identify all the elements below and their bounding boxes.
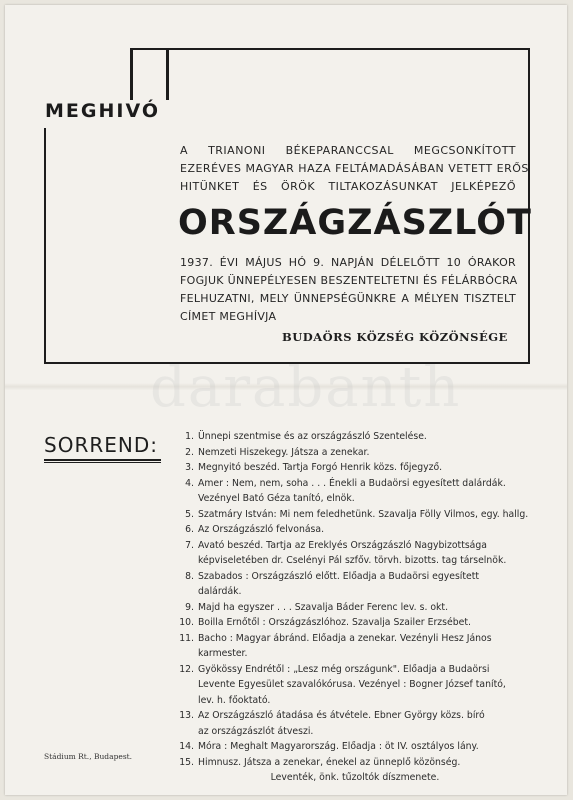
program-item-line: az országzászlót átveszi. bbox=[198, 725, 314, 737]
heading-underline bbox=[44, 459, 161, 461]
program-item-line: Megnyitó beszéd. Tartja Forgó Henrik közs. főjegyző. bbox=[198, 462, 443, 473]
program-item-number: 12. bbox=[179, 663, 194, 675]
program-item-line: Avató beszéd. Tartja az Ereklyés Országzászló Nagybizottsága bbox=[198, 539, 487, 551]
frame-line bbox=[130, 48, 133, 100]
intro-line: HITÜNKET ÉS ÖRÖK TILTAKOZÁSUNKAT JELKÉPEZŐ bbox=[180, 180, 516, 193]
program-item-text bbox=[198, 538, 512, 569]
body-line: 1937. ÉVI MÁJUS HÓ 9. NAPJÁN DÉLELŐTT 10 ÓRAKOR bbox=[180, 256, 516, 269]
program-item-number: 15. bbox=[179, 756, 194, 768]
program-list bbox=[172, 429, 529, 786]
program-item-text bbox=[198, 569, 512, 600]
program-item bbox=[172, 755, 512, 771]
program-item bbox=[172, 445, 512, 461]
program-item-line: Majd ha egyszer . . . Szavalja Báder Ferenc lev. s. okt. bbox=[198, 601, 449, 613]
program-item-number: 2. bbox=[185, 446, 194, 458]
body-line: FELHUZATNI, MELY ÜNNEPSÉGÜNKRE A MÉLYEN TISZTELT bbox=[180, 292, 516, 305]
program-item-line: karmester. bbox=[198, 648, 248, 659]
program-item-number: 1. bbox=[185, 431, 194, 442]
body-line: FOGJUK ÜNNEPÉLYESEN BESZENTELTETNI ÉS FÉLÁRBÓCRA bbox=[180, 274, 518, 287]
program-item-line: dalárdák. bbox=[198, 586, 242, 597]
program-item-text bbox=[198, 507, 528, 523]
body-text bbox=[180, 254, 516, 326]
program-item-line: lev. h. főoktató. bbox=[198, 694, 271, 706]
program-item-number: 14. bbox=[179, 741, 194, 752]
program-item-text bbox=[198, 476, 512, 507]
program-item-line: képviseletében dr. Cselényi Pál szfőv. törvh. bizotts. tag társelnök. bbox=[198, 555, 507, 566]
program-item-number: 7. bbox=[185, 539, 194, 551]
program-item-line: Vezényel Bató Géza tanító, elnök. bbox=[198, 493, 355, 504]
program-item bbox=[172, 460, 512, 476]
program-item-text bbox=[198, 429, 512, 445]
program-item bbox=[172, 662, 512, 709]
program-item-text bbox=[198, 600, 512, 616]
program-item-number: 4. bbox=[185, 477, 194, 489]
program-item-line: Levente Egyesület szavalókórusa. Vezényel : Bogner József tanító, bbox=[198, 679, 506, 690]
heading-underline bbox=[44, 462, 161, 463]
program-item bbox=[172, 429, 512, 445]
program-item-number: 10. bbox=[179, 617, 194, 628]
program-item bbox=[172, 739, 512, 755]
program-item-line: Szatmáry István: Mi nem feledhetünk. Szavalja Fölly Vilmos, egy. hallg. bbox=[198, 508, 529, 520]
frame-line bbox=[166, 48, 169, 100]
program-item bbox=[172, 631, 512, 662]
program-item-text bbox=[198, 739, 512, 755]
program-item-number: 5. bbox=[185, 508, 194, 520]
frame-line bbox=[44, 362, 132, 364]
intro-text bbox=[180, 142, 529, 196]
program-item bbox=[172, 615, 512, 631]
program-item-line: Az Országzászló felvonása. bbox=[198, 524, 325, 535]
program-item-number: 6. bbox=[185, 524, 194, 535]
program-item-text bbox=[198, 522, 512, 538]
program-item bbox=[172, 708, 512, 739]
invitation-heading: MEGHIVÓ bbox=[45, 100, 160, 122]
signature: BUDAÖRS KÖZSÉG KÖZÖNSÉGE bbox=[282, 330, 508, 344]
program-item bbox=[172, 507, 529, 523]
watermark: darabanth bbox=[150, 355, 462, 420]
program-item-text bbox=[198, 615, 512, 631]
main-title: ORSZÁGZÁSZLÓT bbox=[178, 203, 532, 243]
program-item-line: Himnusz. Játsza a zenekar, énekel az ünneplő közönség. bbox=[198, 756, 461, 768]
program-closing: Leventék, önk. tűzoltók díszmenete. bbox=[270, 772, 440, 783]
program-item-number: 3. bbox=[185, 462, 194, 473]
program-item-text bbox=[198, 445, 512, 461]
program-item-line: Amer : Nem, nem, soha . . . Énekli a Budaörsi egyesített dalárdák. bbox=[198, 477, 506, 489]
program-item bbox=[172, 569, 512, 600]
program-item-line: Móra : Meghalt Magyarország. Előadja : öt IV. osztályos lány. bbox=[198, 741, 479, 752]
program-item-text bbox=[198, 662, 512, 709]
program-item-line: Szabados : Országzászló előtt. Előadja a Budaörsi egyesített bbox=[198, 570, 480, 582]
program-item-text bbox=[198, 755, 512, 771]
program-item-number: 13. bbox=[179, 710, 194, 721]
program-item-number: 9. bbox=[185, 601, 194, 613]
body-line: CÍMET MEGHÍVJA bbox=[180, 310, 277, 323]
intro-line: EZERÉVES MAGYAR HAZA FELTÁMADÁSÁBAN VETETT ERŐS bbox=[180, 162, 529, 175]
program-item bbox=[172, 476, 512, 507]
program-item-line: Nemzeti Hiszekegy. Játsza a zenekar. bbox=[198, 446, 370, 458]
program-item bbox=[172, 538, 512, 569]
program-item-line: Ünnepi szentmise és az országzászló Szentelése. bbox=[198, 431, 427, 442]
program-item-line: Boilla Ernőtől : Országzászlóhoz. Szavalja Szailer Erzsébet. bbox=[198, 617, 471, 628]
program-item-number: 8. bbox=[185, 570, 194, 582]
program-item-line: Az Országzászló átadása és átvétele. Ebner György közs. bíró bbox=[198, 710, 485, 721]
program-heading: SORREND: bbox=[44, 433, 158, 457]
program-item-text bbox=[198, 708, 512, 739]
program-item-text bbox=[198, 460, 512, 476]
program-item-text bbox=[198, 631, 512, 662]
program-item-line: Bacho : Magyar ábránd. Előadja a zenekar. Vezényli Hesz János bbox=[198, 632, 492, 644]
printer-credit: Stádium Rt., Budapest. bbox=[44, 752, 133, 761]
program-item bbox=[172, 600, 512, 616]
program-item bbox=[172, 522, 512, 538]
program-item-line: Gyökössy Endrétől : „Lesz még országunk". Előadja a Budaörsi bbox=[198, 663, 490, 675]
intro-line: A TRIANONI BÉKEPARANCCSAL MEGCSONKÍTOTT bbox=[180, 144, 516, 157]
frame-line bbox=[44, 128, 46, 364]
program-item-number: 11. bbox=[179, 632, 194, 644]
